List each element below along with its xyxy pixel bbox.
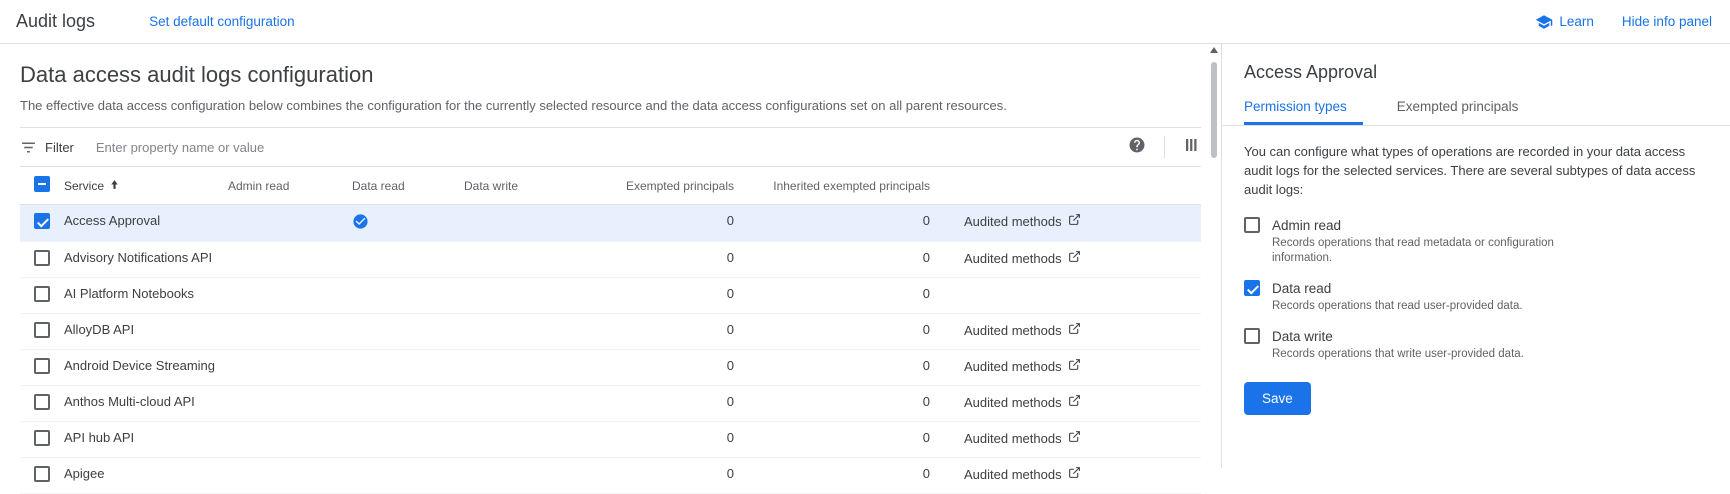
filter-icon[interactable] (20, 139, 37, 156)
cell-inherited-exempted-principals: 0 (768, 278, 964, 314)
row-checkbox[interactable] (34, 250, 50, 266)
table-row[interactable] (20, 422, 1201, 458)
audited-methods-label: Audited methods (964, 466, 1062, 482)
audited-methods-link[interactable] (964, 394, 1081, 410)
open-in-new-icon (1068, 466, 1081, 482)
tab-permission-types[interactable]: Permission types (1244, 99, 1363, 125)
row-checkbox[interactable] (34, 466, 50, 482)
cell-data-read (352, 205, 464, 242)
cell-service: Access Approval (64, 205, 228, 242)
audited-methods-link[interactable] (964, 213, 1081, 229)
cell-audited-methods (964, 242, 1201, 278)
row-checkbox[interactable] (34, 430, 50, 446)
audited-methods-link[interactable] (964, 430, 1081, 446)
cell-service: Advisory Notifications API (64, 242, 228, 278)
cell-data-read (352, 386, 464, 422)
page-header-title: Audit logs (16, 11, 96, 31)
info-panel-body (1222, 126, 1730, 415)
audited-methods-label: Audited methods (964, 358, 1062, 374)
cell-service: Apigee (64, 458, 228, 494)
column-header-methods (964, 167, 1201, 205)
cell-data-read (352, 350, 464, 386)
audited-methods-link[interactable] (964, 322, 1081, 338)
audited-methods-label: Audited methods (964, 213, 1062, 229)
info-panel-description: You can configure what types of operations are recorded in your data access audit logs for the selected services. There are several subtypes of data access audit logs: (1244, 144, 1696, 197)
table-row[interactable] (20, 314, 1201, 350)
data-write-label: Data write (1272, 329, 1333, 344)
cell-exempted-principals: 0 (608, 422, 768, 458)
cell-exempted-principals: 0 (608, 242, 768, 278)
cell-audited-methods (964, 350, 1201, 386)
row-select-cell (20, 278, 64, 314)
main-scrollbar[interactable] (1209, 44, 1219, 468)
help-circle-icon[interactable] (1128, 136, 1146, 159)
learn-label: Learn (1559, 14, 1594, 29)
audited-methods-link[interactable] (964, 358, 1081, 374)
audited-methods-link[interactable] (964, 466, 1081, 482)
cell-admin-read (228, 422, 352, 458)
table-row[interactable] (20, 386, 1201, 422)
cell-admin-read (228, 242, 352, 278)
data-read-checkbox[interactable] (1244, 280, 1260, 296)
cell-inherited-exempted-principals: 0 (768, 350, 964, 386)
data-write-description: Records operations that write user-provided data. (1272, 348, 1524, 360)
row-checkbox[interactable] (34, 394, 50, 410)
cell-inherited-exempted-principals: 0 (768, 205, 964, 242)
cell-admin-read (228, 278, 352, 314)
cell-inherited-exempted-principals: 0 (768, 242, 964, 278)
top-bar (0, 0, 1730, 44)
table-header (20, 167, 1201, 205)
column-header-inherited-exempted-principals[interactable]: Inherited exempted principals (768, 167, 964, 205)
cell-service: AI Platform Notebooks (64, 278, 228, 314)
column-display-options-icon[interactable] (1183, 136, 1201, 159)
cell-audited-methods (964, 386, 1201, 422)
open-in-new-icon (1068, 250, 1081, 266)
open-in-new-icon (1068, 430, 1081, 446)
cell-exempted-principals: 0 (608, 386, 768, 422)
open-in-new-icon (1068, 358, 1081, 374)
column-header-data-read[interactable]: Data read (352, 167, 464, 205)
cell-exempted-principals: 0 (608, 205, 768, 242)
cell-admin-read (228, 458, 352, 494)
info-panel (1221, 44, 1730, 468)
row-select-cell (20, 350, 64, 386)
cell-audited-methods (964, 422, 1201, 458)
cell-exempted-principals: 0 (608, 314, 768, 350)
cell-exempted-principals: 0 (608, 278, 768, 314)
toolbar-divider (1164, 136, 1165, 158)
page-title: Data access audit logs configuration (20, 62, 374, 87)
data-read-label: Data read (1272, 281, 1332, 296)
column-header-service[interactable] (64, 167, 228, 205)
main-content (0, 44, 1221, 482)
option-data-write-text (1272, 328, 1524, 362)
row-select-cell (20, 386, 64, 422)
hide-info-panel-label: Hide info panel (1621, 14, 1712, 29)
cell-data-read (352, 278, 464, 314)
filter-label: Filter (45, 139, 74, 155)
cell-data-read (352, 458, 464, 494)
column-header-admin-read[interactable]: Admin read (228, 167, 352, 205)
table-row[interactable] (20, 278, 1201, 314)
cell-data-write (464, 278, 608, 314)
row-checkbox[interactable] (34, 286, 50, 302)
main-scrollbar-thumb[interactable] (1211, 62, 1217, 158)
top-bar-actions (1535, 13, 1714, 31)
cell-data-write (464, 386, 608, 422)
save-button[interactable]: Save (1244, 382, 1311, 415)
audited-methods-link[interactable] (964, 250, 1081, 266)
sort-ascending-icon (108, 178, 121, 194)
row-select-cell (20, 242, 64, 278)
cell-data-write (464, 242, 608, 278)
hide-info-panel-button[interactable] (1622, 14, 1712, 29)
page-description: The effective data access configuration below combines the configuration for the currently selected resource and the data access configurations set on all parent resources. (20, 98, 1007, 113)
cell-inherited-exempted-principals: 0 (768, 386, 964, 422)
cell-data-write (464, 422, 608, 458)
table-body (20, 205, 1201, 494)
school-icon (1535, 13, 1553, 31)
open-in-new-icon (1068, 322, 1081, 338)
option-admin-read[interactable] (1244, 217, 1708, 266)
cell-exempted-principals: 0 (608, 458, 768, 494)
column-header-data-write[interactable]: Data write (464, 167, 608, 205)
cell-data-read (352, 422, 464, 458)
column-header-exempted-principals[interactable]: Exempted principals (608, 167, 768, 205)
row-select-cell (20, 458, 64, 494)
option-admin-read-text (1272, 217, 1602, 266)
audited-methods-label: Audited methods (964, 430, 1062, 446)
info-panel-tabs (1222, 99, 1730, 126)
table-row[interactable] (20, 458, 1201, 494)
cell-data-read (352, 242, 464, 278)
cell-audited-methods (964, 458, 1201, 494)
table-row[interactable] (20, 205, 1201, 242)
cell-service: AlloyDB API (64, 314, 228, 350)
data-write-checkbox[interactable] (1244, 328, 1260, 344)
column-header-service-label: Service (64, 178, 105, 193)
cell-admin-read (228, 205, 352, 242)
cell-inherited-exempted-principals: 0 (768, 458, 964, 494)
cell-audited-methods (964, 314, 1201, 350)
option-data-read-text (1272, 280, 1523, 314)
row-checkbox[interactable] (34, 322, 50, 338)
filter-input[interactable] (94, 139, 1116, 156)
open-in-new-icon (1068, 213, 1081, 229)
table-header-row (20, 167, 1201, 205)
audited-methods-label: Audited methods (964, 322, 1062, 338)
cell-admin-read (228, 350, 352, 386)
cell-service: API hub API (64, 422, 228, 458)
filter-bar (20, 127, 1201, 167)
cell-data-read (352, 314, 464, 350)
scroll-up-arrow-icon[interactable] (1210, 46, 1218, 55)
data-read-description: Records operations that read user-provided data. (1272, 300, 1523, 312)
open-in-new-icon (1068, 394, 1081, 410)
cell-exempted-principals: 0 (608, 350, 768, 386)
select-all-checkbox[interactable] (34, 176, 50, 192)
row-select-cell (20, 314, 64, 350)
cell-inherited-exempted-principals: 0 (768, 422, 964, 458)
set-default-configuration-link[interactable]: Set default configuration (149, 14, 295, 29)
row-checkbox[interactable] (34, 358, 50, 374)
cell-admin-read (228, 386, 352, 422)
admin-read-label: Admin read (1272, 218, 1342, 233)
table-row[interactable] (20, 350, 1201, 386)
cell-service: Anthos Multi-cloud API (64, 386, 228, 422)
cell-audited-methods (964, 278, 1201, 314)
row-select-cell (20, 422, 64, 458)
cell-data-write (464, 205, 608, 242)
page-body (0, 44, 1730, 482)
cell-data-write (464, 458, 608, 494)
cell-service: Android Device Streaming (64, 350, 228, 386)
learn-button[interactable] (1535, 13, 1594, 31)
row-select-cell (20, 205, 64, 242)
audited-methods-label: Audited methods (964, 394, 1062, 410)
select-all-header (20, 167, 64, 205)
cell-inherited-exempted-principals: 0 (768, 314, 964, 350)
option-data-read[interactable] (1244, 280, 1708, 314)
filter-bar-actions (1116, 136, 1201, 159)
admin-read-checkbox[interactable] (1244, 217, 1260, 233)
admin-read-description: Records operations that read metadata or configuration information. (1272, 237, 1554, 264)
services-table (20, 167, 1201, 494)
cell-audited-methods (964, 205, 1201, 242)
info-panel-title: Access Approval (1244, 62, 1378, 82)
row-checkbox[interactable] (34, 213, 50, 229)
cell-admin-read (228, 314, 352, 350)
audited-methods-label: Audited methods (964, 250, 1062, 266)
cell-data-write (464, 314, 608, 350)
check-circle-icon (352, 213, 369, 233)
tab-exempted-principals[interactable]: Exempted principals (1396, 99, 1519, 114)
table-row[interactable] (20, 242, 1201, 278)
cell-data-write (464, 350, 608, 386)
page-heading-block (0, 44, 1221, 113)
option-data-write[interactable] (1244, 328, 1708, 362)
